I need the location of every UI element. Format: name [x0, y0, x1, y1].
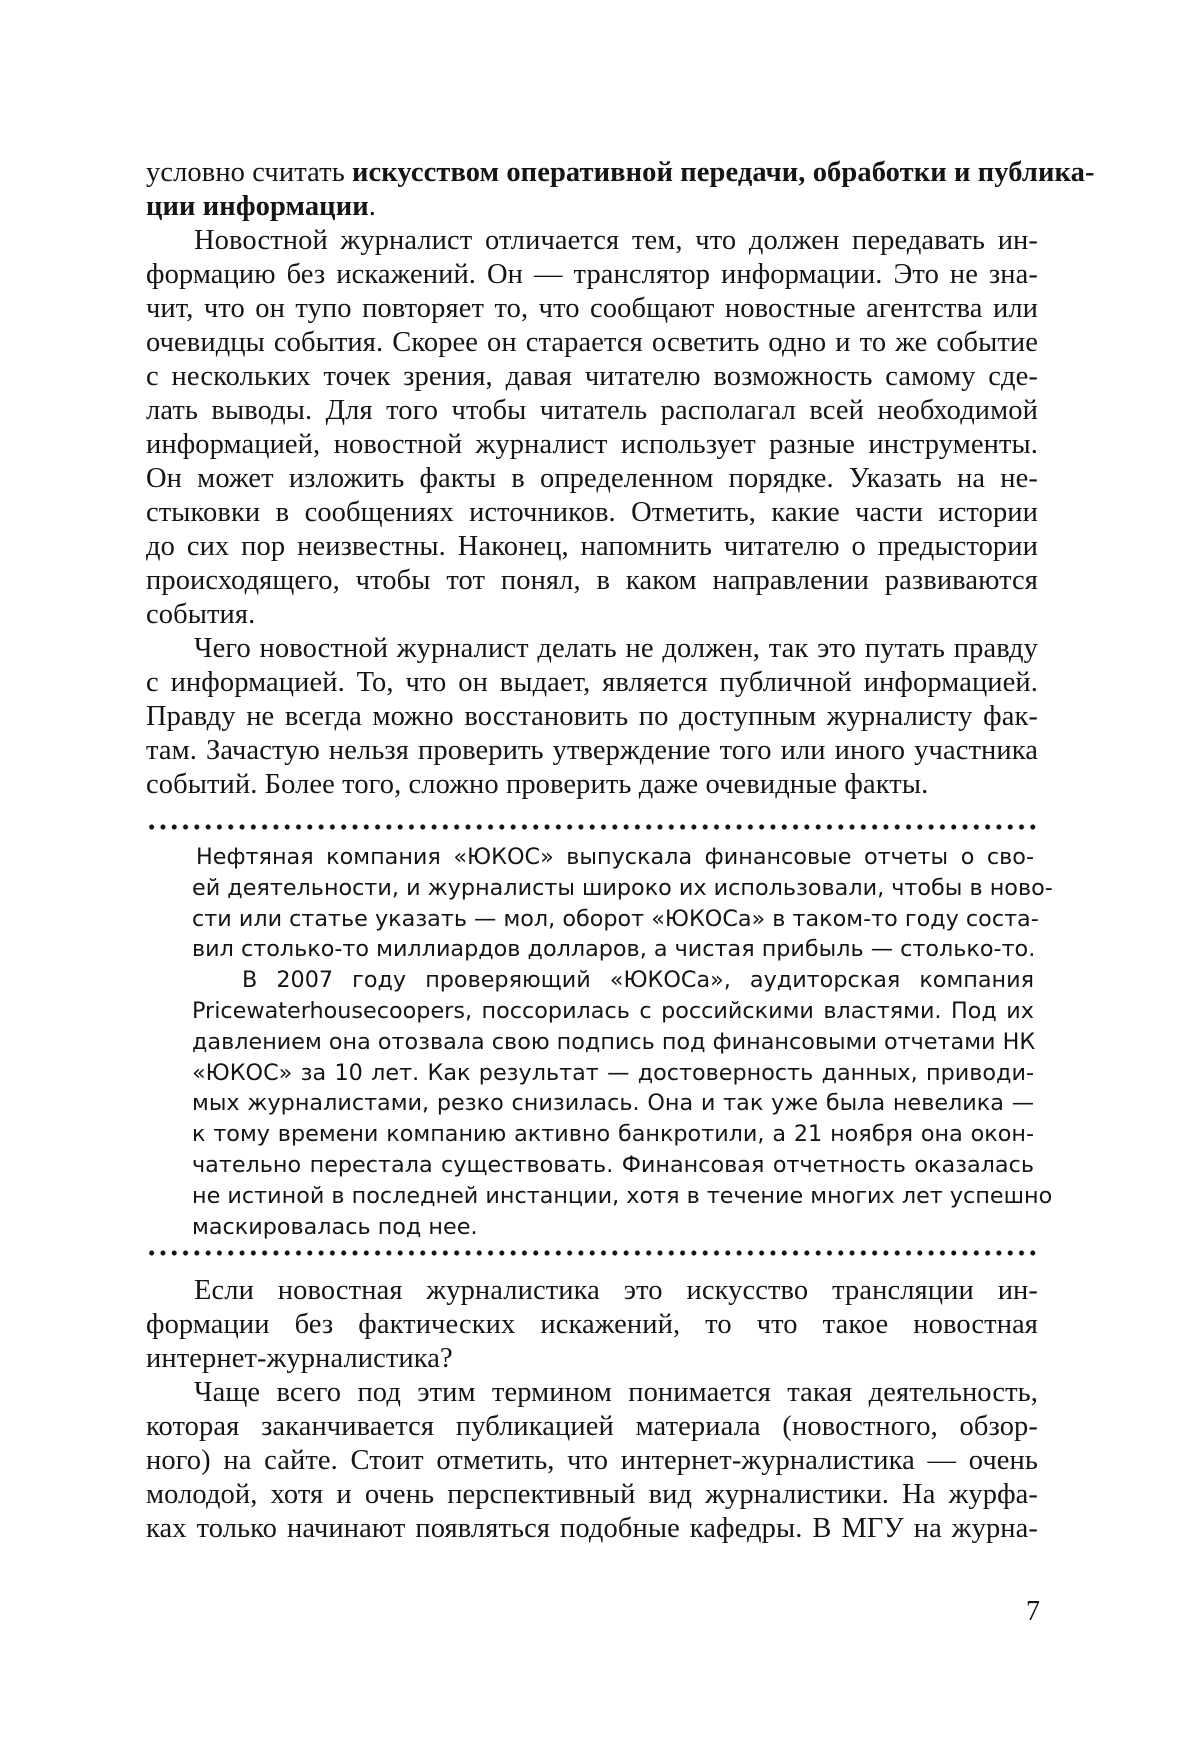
sidebar-line: маскировалась под нее. [192, 1213, 478, 1240]
intro-line-1 [146, 156, 1095, 190]
p4-line: Чаще всего под этим термином понимается такая деятельность, [194, 1377, 1038, 1409]
p2-line: там. Зачастую нельзя проверить утверждение того или иного участника [146, 735, 1038, 766]
p1-line: события. [146, 599, 256, 630]
sidebar-line: Нефтяная компания «ЮКОС» выпускала финансовые отчеты о сво- [196, 844, 1034, 870]
paragraph-internet-journalism-question [146, 1274, 1038, 1376]
p4-line: молодой, хотя и очень перспективный вид журналистики. На журфа- [146, 1479, 1038, 1511]
sidebar-line: «ЮКОС» за 10 лет. Как результат — достоверность данных, приводи- [192, 1059, 1034, 1086]
p3-line: Если новостная журналистика это искусство трансляции ин- [194, 1275, 1038, 1307]
sidebar-line: мых журналистами, резко снизилась. Она и так уже была невелика — [192, 1090, 1034, 1117]
intro-bold-phrase-part-2: ции информации [146, 191, 369, 222]
sidebar-paragraph-1 [146, 842, 1053, 965]
p1-line: с нескольких точек зрения, давая читателю возможность самому сде- [146, 361, 1038, 392]
p1-line: происходящего, чтобы тот понял, в каком направлении развиваются [146, 565, 1038, 596]
p2-line: Правду не всегда можно восстановить по доступным журналисту фак- [146, 701, 1038, 732]
sidebar-line: чательно перестала существовать. Финансовая отчетность оказалась [192, 1151, 1034, 1178]
p2-line: Чего новостной журналист делать не должен, так это путать правду [194, 633, 1038, 664]
sidebar-line: давлением она отозвала свою подпись под финансовыми отчетами НК [192, 1028, 1036, 1055]
p3-line: формации без фактических искажений, то что такое новостная [146, 1309, 1038, 1341]
sidebar-line: ей деятельности, и журналисты широко их использовали, чтобы в ново- [192, 874, 1053, 901]
p1-line: стыковки в сообщениях источников. Отметить, какие части истории [146, 497, 1038, 528]
intro-period: . [368, 191, 376, 222]
text-column [146, 156, 1095, 1546]
intro-bold-phrase-part-1: искусством оперативной передачи, обработки и публика- [352, 157, 1095, 188]
p1-line: формацию без искажений. Он — транслятор информации. Это не зна- [146, 259, 1038, 290]
intro-text-before-bold: условно считать [146, 157, 345, 188]
p4-line: которая заканчивается публикацией материала (новостного, обзор- [146, 1411, 1038, 1443]
p1-line: лать выводы. Для того чтобы читатель располагал всей необходимой [146, 395, 1038, 426]
p1-line: Новостной журналист отличается тем, что должен передавать ин- [194, 225, 1038, 256]
sidebar-paragraph-2 [146, 965, 1053, 1242]
p3-line: интернет-журналистика? [146, 1343, 453, 1375]
p4-line: ках только начинают появляться подобные кафедры. В МГУ на журна- [146, 1513, 1038, 1545]
p1-line: очевидцы события. Скорее он старается осветить одно и то же событие [146, 327, 1038, 358]
p2-line: с информацией. То, что он выдает, является публичной информацией. [146, 667, 1038, 698]
sidebar-line: В 2007 году проверяющий «ЮКОСа», аудиторская компания [242, 967, 1034, 994]
p1-line: Он может изложить факты в определенном порядке. Указать на не- [146, 463, 1038, 494]
p2-line: событий. Более того, сложно проверить даже очевидные факты. [146, 769, 929, 800]
paragraph-internet-journalism-definition [146, 1376, 1038, 1546]
paragraph-truth-vs-information [146, 632, 1038, 802]
p1-line: чит, что он тупо повторяет то, что сообщают новостные агентства или [146, 293, 1038, 324]
p1-line: до сих пор неизвестны. Наконец, напомнить читателю о предыстории [146, 531, 1038, 562]
intro-paragraph [146, 156, 1095, 224]
sidebar-line: к тому времени компанию активно банкротили, а 21 ноября она окон- [192, 1121, 1034, 1148]
page-number: 7 [1026, 1596, 1040, 1627]
paragraph-news-journalist [146, 224, 1038, 632]
sidebar-yukos-example [146, 842, 1053, 1242]
sidebar-line: сти или статье указать — мол, оборот «ЮКОСа» в таком-то году соста- [192, 905, 1039, 932]
sidebar-line: не истиной в последней инстанции, хотя в течение многих лет успешно [192, 1182, 1053, 1209]
sidebar-line: вил столько-то миллиардов долларов, а чистая прибыль — столько-то. [192, 936, 1036, 963]
p1-line: информацией, новостной журналист использует разные инструменты. [146, 429, 1038, 460]
intro-line-2 [146, 190, 1038, 224]
p4-line: ного) на сайте. Стоит отметить, что интернет-журналистика — очень [146, 1445, 1038, 1477]
sidebar-line: Pricewaterhousecoopers, поссорилась с российскими властями. Под их [192, 997, 1034, 1024]
